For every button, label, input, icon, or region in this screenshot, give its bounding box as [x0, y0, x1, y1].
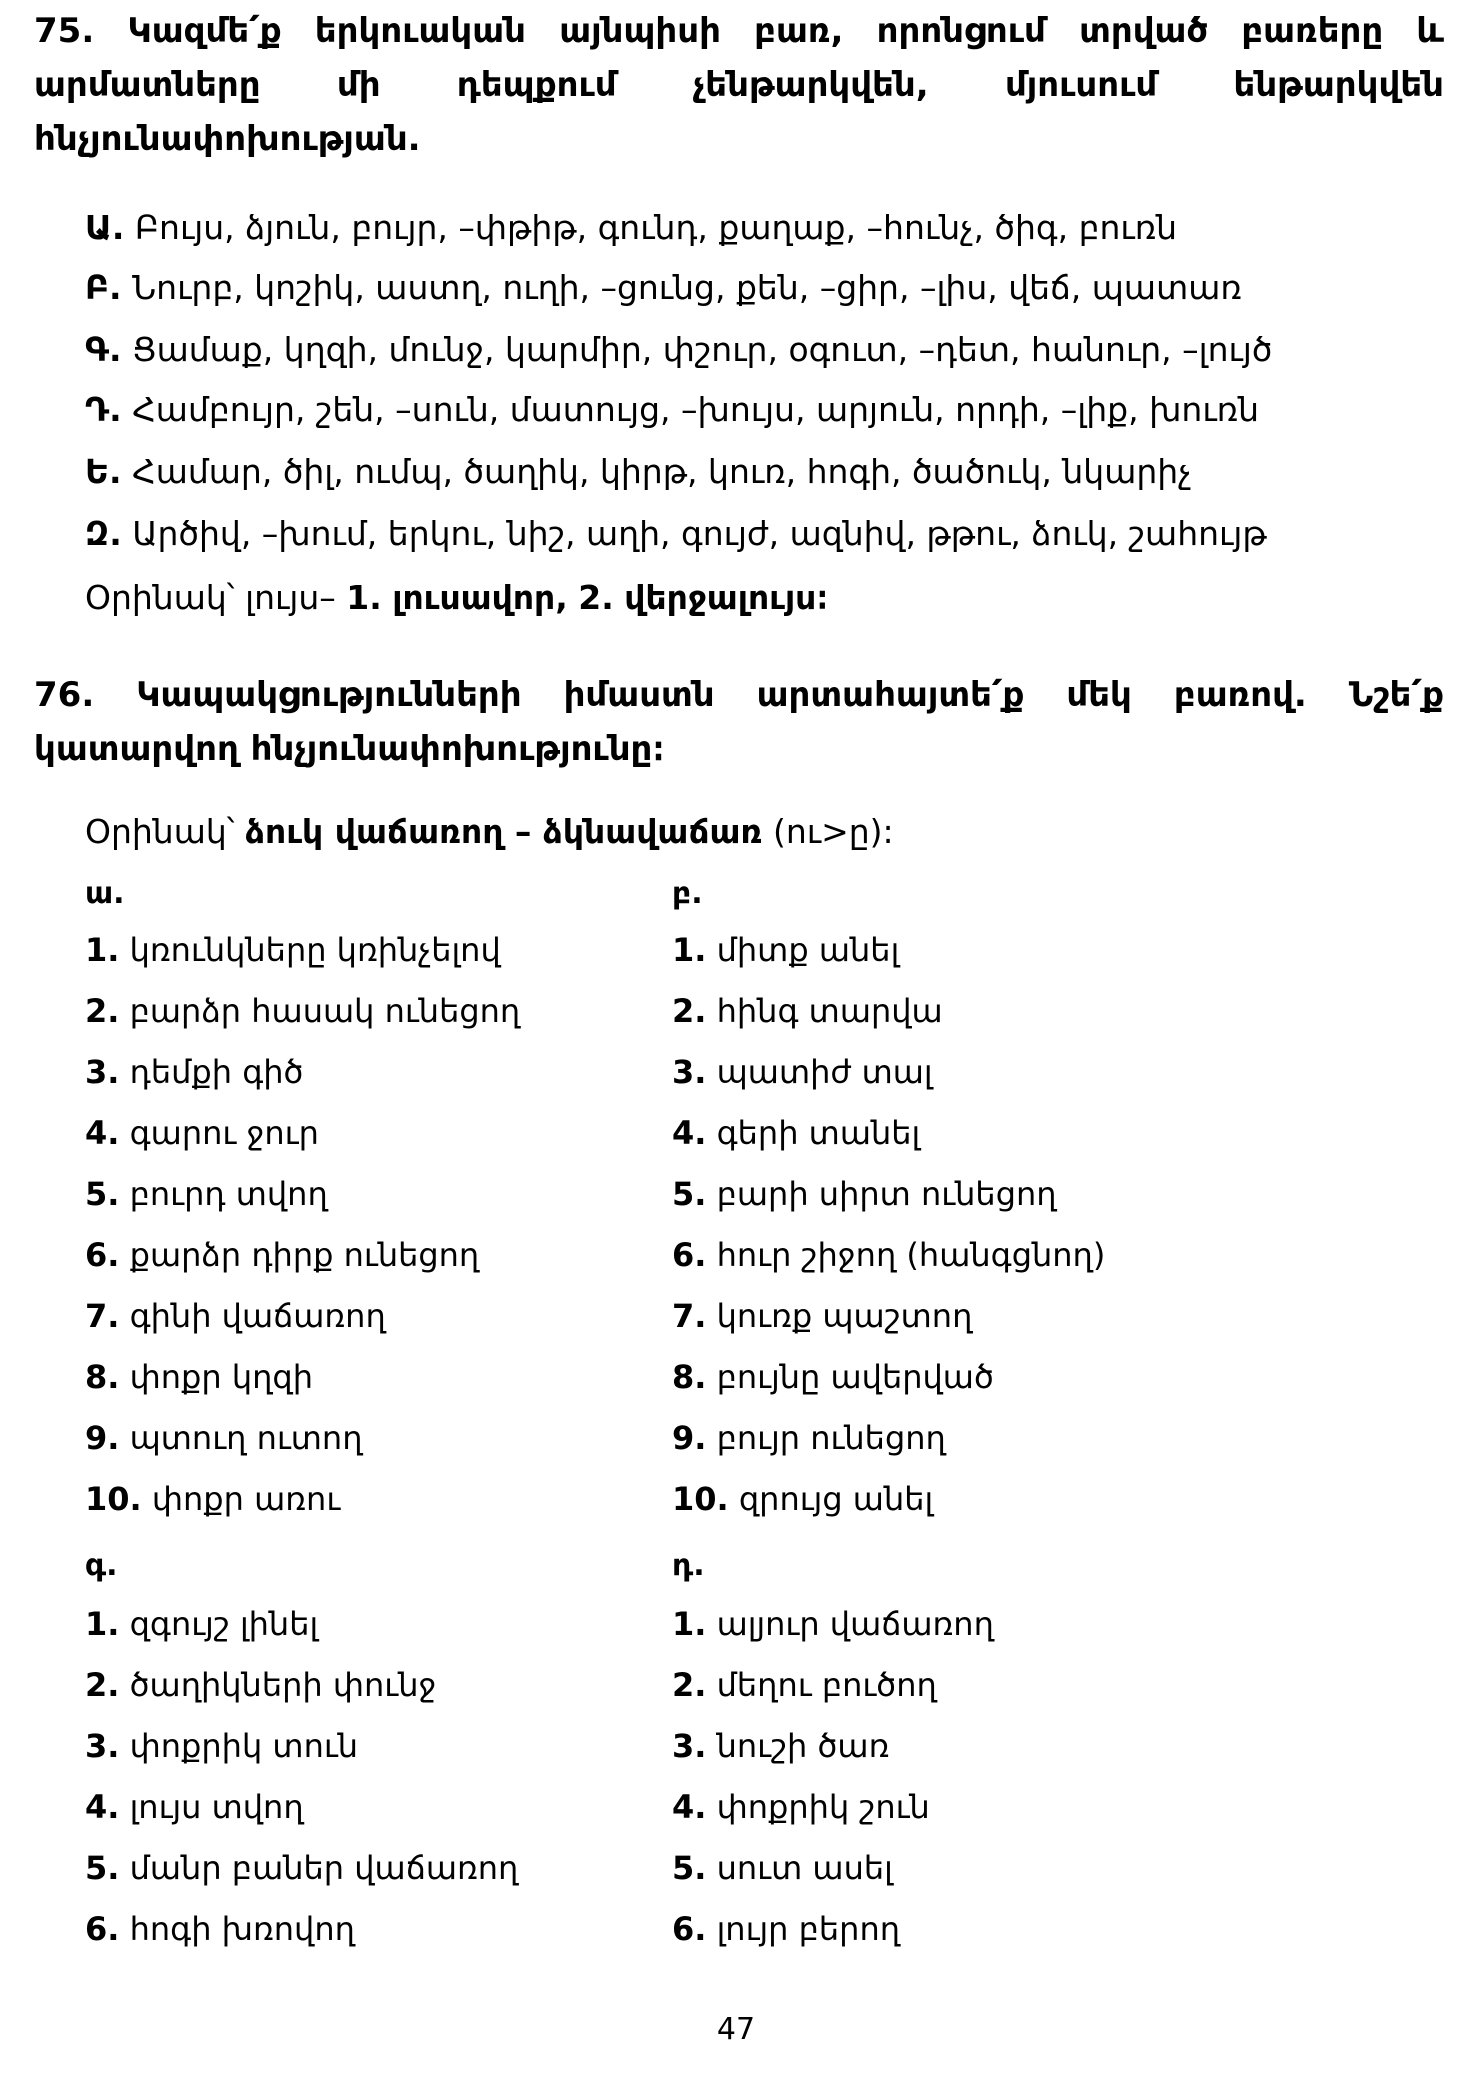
- list-item: [85, 1848, 518, 1888]
- item-text: նուշի ծառ: [716, 1727, 890, 1765]
- item-number: 5.: [85, 1849, 120, 1887]
- list-item: [672, 1787, 930, 1827]
- item-text: միտք անել: [716, 931, 900, 969]
- item-number: 2.: [672, 1666, 707, 1704]
- item-text: հինգ տարվա: [716, 992, 943, 1030]
- item-text: հուր շիջող (հանգցնող): [716, 1236, 1106, 1274]
- variant-line: [85, 330, 1272, 370]
- item-number: 6.: [85, 1910, 120, 1948]
- item-number: 3.: [85, 1727, 120, 1765]
- variant-line: [85, 514, 1267, 554]
- example-note-76: (ու>ը):: [772, 812, 894, 851]
- item-number: 1.: [672, 1605, 707, 1643]
- example-w1: լուսավոր,: [392, 578, 568, 617]
- item-text: բարի սիրտ ունեցող: [716, 1175, 1057, 1213]
- task-75-heading: [34, 4, 1444, 166]
- variant-text: Արծիվ, –խում, երկու, նիշ, աղի, գույժ, ազնիվ, թթու, ձուկ, շահույթ: [132, 514, 1267, 553]
- item-text: գարու ջուր: [129, 1114, 319, 1152]
- example-label: Օրինակ՝: [85, 578, 235, 617]
- variant-line: [85, 208, 1177, 248]
- list-item: [672, 1909, 900, 1949]
- item-text: պտուղ ուտող: [129, 1419, 363, 1457]
- item-number: 2.: [85, 992, 120, 1030]
- variant-text: Ցամաք, կղզի, մունջ, կարմիր, փշուր, օգուտ, –դետ, հանուր, –լույծ: [132, 330, 1273, 369]
- page-number: 47: [716, 2012, 756, 2047]
- item-text: փոքրիկ տուն: [129, 1727, 359, 1765]
- variant-line: [85, 268, 1242, 308]
- item-number: 6.: [672, 1910, 707, 1948]
- variant-label: Բ.: [85, 268, 122, 307]
- example-one: 1.: [346, 578, 382, 617]
- list-item: [85, 991, 520, 1031]
- item-number: 4.: [85, 1788, 120, 1826]
- example-word: լույս–: [245, 578, 336, 617]
- item-text: կռունկները կռինչելով: [129, 931, 501, 969]
- item-text: ծաղիկների փունջ: [129, 1666, 437, 1704]
- list-item: [672, 1604, 994, 1644]
- list-item: [85, 930, 501, 970]
- item-text: փոքր կղզի: [129, 1358, 314, 1396]
- item-number: 3.: [85, 1053, 120, 1091]
- list-item: [85, 1174, 328, 1214]
- group-a-label: ա.: [85, 876, 125, 911]
- item-number: 7.: [85, 1297, 120, 1335]
- list-item: [85, 1296, 386, 1336]
- example-phrase-76: ձուկ վաճառող – ձկնավաճառ: [245, 812, 763, 851]
- variant-line: [85, 452, 1192, 492]
- list-item: [672, 1848, 893, 1888]
- item-text: մանր բաներ վաճառող: [129, 1849, 519, 1887]
- item-number: 10.: [85, 1480, 142, 1518]
- example-two: 2.: [578, 578, 614, 617]
- item-text: գինի վաճառող: [129, 1297, 386, 1335]
- list-item: [85, 1479, 340, 1519]
- item-number: 5.: [672, 1849, 707, 1887]
- item-text: գերի տանել: [716, 1114, 921, 1152]
- variant-text: Նուրբ, կոշիկ, աստղ, ուղի, –ցունց, քեն, –ցիր, –լիս, վեճ, պատառ: [132, 268, 1242, 307]
- variant-label: Զ.: [85, 514, 122, 553]
- item-number: 4.: [672, 1788, 707, 1826]
- example-w2: վերջալույս։: [624, 578, 829, 617]
- task-76-instruction: Կապակցությունների իմաստն արտահայտե՛ք մեկ բառով. Նշե՛ք կատարվող հնչյունափոխությունը։: [34, 675, 1444, 769]
- group-d-label: դ.: [672, 1548, 705, 1583]
- item-text: լույր բերող: [716, 1910, 901, 1948]
- item-text: փոքր առու: [151, 1480, 341, 1518]
- list-item: [672, 930, 899, 970]
- item-text: բուրդ տվող: [129, 1175, 328, 1213]
- item-number: 1.: [85, 931, 120, 969]
- list-item: [672, 1479, 933, 1519]
- list-item: [85, 1418, 363, 1458]
- list-item: [85, 1726, 358, 1766]
- item-number: 5.: [85, 1175, 120, 1213]
- item-number: 5.: [672, 1175, 707, 1213]
- variant-text: Համբույր, շեն, –սուն, մատույց, –խույս, արյուն, որդի, –լիք, խուռն: [132, 390, 1259, 429]
- variant-label: Գ.: [85, 330, 122, 369]
- list-item: [672, 1726, 889, 1766]
- task-76-heading: [34, 668, 1444, 776]
- item-number: 10.: [672, 1480, 729, 1518]
- list-item: [85, 1604, 318, 1644]
- item-number: 9.: [672, 1419, 707, 1457]
- item-text: դեմքի գիծ: [129, 1053, 304, 1091]
- item-text: կուռք պաշտող: [716, 1297, 973, 1335]
- item-number: 4.: [85, 1114, 120, 1152]
- list-item: [85, 1357, 313, 1397]
- item-number: 6.: [672, 1236, 707, 1274]
- item-number: 7.: [672, 1297, 707, 1335]
- item-text: բույնը ավերված: [716, 1358, 994, 1396]
- item-number: 4.: [672, 1114, 707, 1152]
- group-c-label: գ.: [85, 1548, 118, 1583]
- list-item: [672, 1113, 920, 1153]
- variant-line: [85, 390, 1259, 430]
- item-text: զգույշ լինել: [129, 1605, 319, 1643]
- list-item: [672, 1418, 946, 1458]
- item-text: սուտ ասել: [716, 1849, 893, 1887]
- item-number: 9.: [85, 1419, 120, 1457]
- task-76-example: [85, 812, 894, 852]
- item-text: զրույց անել: [738, 1480, 934, 1518]
- item-number: 8.: [672, 1358, 707, 1396]
- list-item: [85, 1909, 355, 1949]
- variant-text: Համար, ծիլ, ումպ, ծաղիկ, կիրթ, կուռ, հոգի, ծածուկ, նկարիչ: [132, 452, 1192, 491]
- item-number: 8.: [85, 1358, 120, 1396]
- list-item: [85, 1113, 319, 1153]
- variant-label: Ե.: [85, 452, 122, 491]
- item-number: 3.: [672, 1053, 707, 1091]
- item-text: բույր ունեցող: [716, 1419, 946, 1457]
- task-75-instruction: Կազմե՛ք երկուական այնպիսի բառ, որոնցում տրված բառերը և արմատները մի դեպքում չենթարկվեն, մյուսում ենթարկվեն հնչյունափոխության.: [34, 11, 1444, 159]
- item-text: ալյուր վաճառող: [716, 1605, 994, 1643]
- item-number: 2.: [85, 1666, 120, 1704]
- item-number: 6.: [85, 1236, 120, 1274]
- item-text: քարձր դիրք ունեցող: [129, 1236, 480, 1274]
- list-item: [85, 1665, 436, 1705]
- example-label-76: Օրինակ՝: [85, 812, 235, 851]
- task-75-number: 75.: [34, 11, 95, 51]
- list-item: [672, 1235, 1105, 1275]
- item-number: 1.: [85, 1605, 120, 1643]
- list-item: [672, 1052, 933, 1092]
- list-item: [85, 1052, 303, 1092]
- list-item: [85, 1235, 479, 1275]
- item-text: լույս տվող: [129, 1788, 304, 1826]
- variant-text: Բույս, ձյուն, բույր, –փթիթ, գունդ, քաղաք, –հունչ, ծիգ, բուռն: [134, 208, 1178, 247]
- list-item: [672, 1357, 994, 1397]
- list-item: [672, 1665, 937, 1705]
- item-text: փոքրիկ շուն: [716, 1788, 930, 1826]
- task-75-example: [85, 578, 828, 618]
- item-text: հոգի խռովող: [129, 1910, 355, 1948]
- list-item: [672, 1174, 1057, 1214]
- item-text: պատիժ տալ: [716, 1053, 933, 1091]
- item-text: մեղու բուծող: [716, 1666, 937, 1704]
- group-b-label: բ.: [672, 876, 703, 911]
- variant-label: Ա.: [85, 208, 125, 247]
- variant-label: Դ.: [85, 390, 122, 429]
- item-number: 3.: [672, 1727, 707, 1765]
- list-item: [672, 991, 943, 1031]
- item-number: 2.: [672, 992, 707, 1030]
- item-number: 1.: [672, 931, 707, 969]
- item-text: բարձր հասակ ունեցող: [129, 992, 521, 1030]
- list-item: [672, 1296, 972, 1336]
- task-76-number: 76.: [34, 675, 95, 715]
- list-item: [85, 1787, 304, 1827]
